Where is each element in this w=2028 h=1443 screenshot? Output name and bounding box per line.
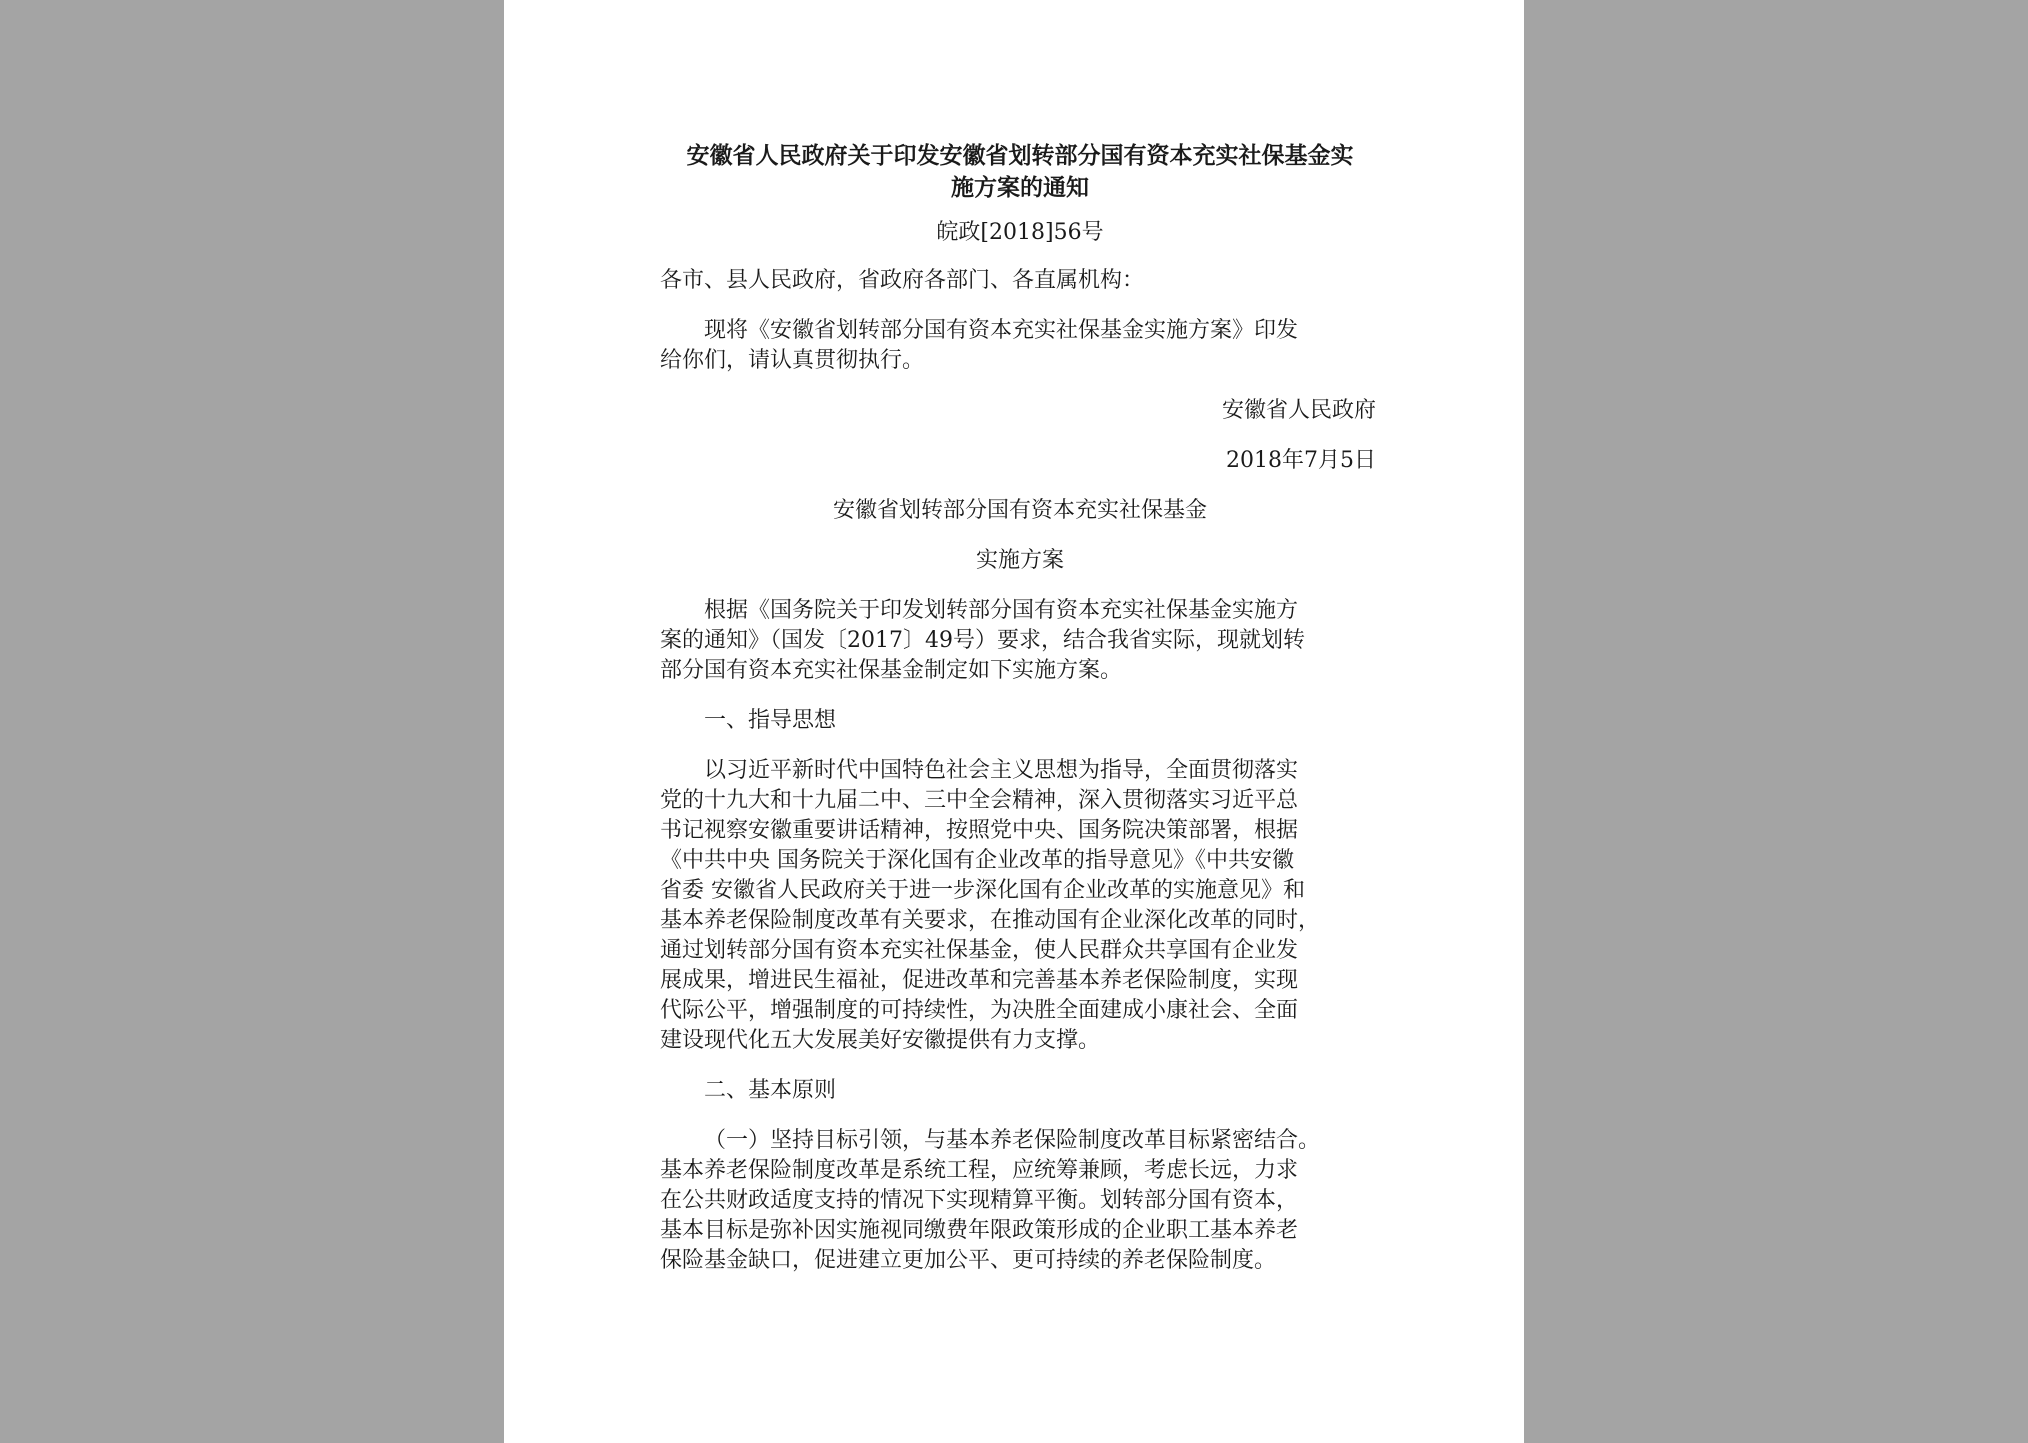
basis-paragraph (660, 596, 1380, 686)
issue-date: 2018年7月5日 (1226, 448, 1376, 473)
paragraph-line: 代际公平，增强制度的可持续性，为决胜全面建成小康社会、全面 (660, 998, 1299, 1023)
paragraph-line: 通过划转部分国有资本充实社保基金，使人民群众共享国有企业发 (660, 938, 1299, 963)
intro-paragraph (660, 316, 1380, 376)
paragraph-line: 在公共财政适度支持的情况下实现精算平衡。划转部分国有资本， (660, 1188, 1299, 1213)
guiding-ideology-paragraph (660, 756, 1380, 1056)
section-heading-basic-principles: 二、基本原则 (704, 1078, 837, 1103)
paragraph-line: 建设现代化五大发展美好安徽提供有力支撑。 (660, 1028, 1101, 1053)
paragraph-line: 基本目标是弥补因实施视同缴费年限政策形成的企业职工基本养老 (660, 1218, 1299, 1243)
basic-principles-paragraph (660, 1126, 1380, 1276)
paragraph-line: 《中共中央 国务院关于深化国有企业改革的指导意见》《中共安徽 (660, 848, 1294, 873)
issuer-signature: 安徽省人民政府 (1221, 398, 1376, 423)
document-number: 皖政[2018]56号 (936, 220, 1104, 245)
document-content (660, 140, 1380, 1296)
section-heading-guiding-ideology: 一、指导思想 (704, 708, 837, 733)
paragraph-line: 以习近平新时代中国特色社会主义思想为指导，全面贯彻落实 (704, 758, 1299, 783)
paragraph-line: 基本养老保险制度改革有关要求，在推动国有企业深化改革的同时， (660, 908, 1321, 933)
paragraph-line: 现将《安徽省划转部分国有资本充实社保基金实施方案》印发 (704, 318, 1299, 343)
document-page (504, 0, 1524, 1443)
paragraph-line: 部分国有资本充实社保基金制定如下实施方案。 (660, 658, 1123, 683)
title-line: 安徽省人民政府关于印发安徽省划转部分国有资本充实社保基金实 (686, 142, 1354, 169)
paragraph-line: 保险基金缺口，促进建立更加公平、更可持续的养老保险制度。 (660, 1248, 1277, 1273)
document-title (660, 140, 1380, 204)
paragraph-line: 党的十九大和十九届二中、三中全会精神，深入贯彻落实习近平总 (660, 788, 1299, 813)
paragraph-line: 省委 安徽省人民政府关于进一步深化国有企业改革的实施意见》和 (660, 878, 1305, 903)
paragraph-line: 给你们，请认真贯彻执行。 (660, 348, 925, 373)
recipients-line: 各市、县人民政府，省政府各部门、各直属机构： (660, 268, 1145, 293)
paragraph-line: 展成果，增进民生福祉，促进改革和完善基本养老保险制度，实现 (660, 968, 1299, 993)
plan-title: 安徽省划转部分国有资本充实社保基金 (832, 498, 1207, 523)
paragraph-line: 根据《国务院关于印发划转部分国有资本充实社保基金实施方 (704, 598, 1299, 623)
plan-subtitle: 实施方案 (975, 548, 1064, 573)
paragraph-line: 书记视察安徽重要讲话精神，按照党中央、国务院决策部署，根据 (660, 818, 1299, 843)
paragraph-line: 基本养老保险制度改革是系统工程，应统筹兼顾，考虑长远，力求 (660, 1158, 1299, 1183)
paragraph-line: 案的通知》（国发〔2017〕49号）要求，结合我省实际，现就划转 (660, 628, 1305, 653)
title-line: 施方案的通知 (951, 174, 1089, 201)
paragraph-line: （一）坚持目标引领，与基本养老保险制度改革目标紧密结合。 (704, 1128, 1321, 1153)
